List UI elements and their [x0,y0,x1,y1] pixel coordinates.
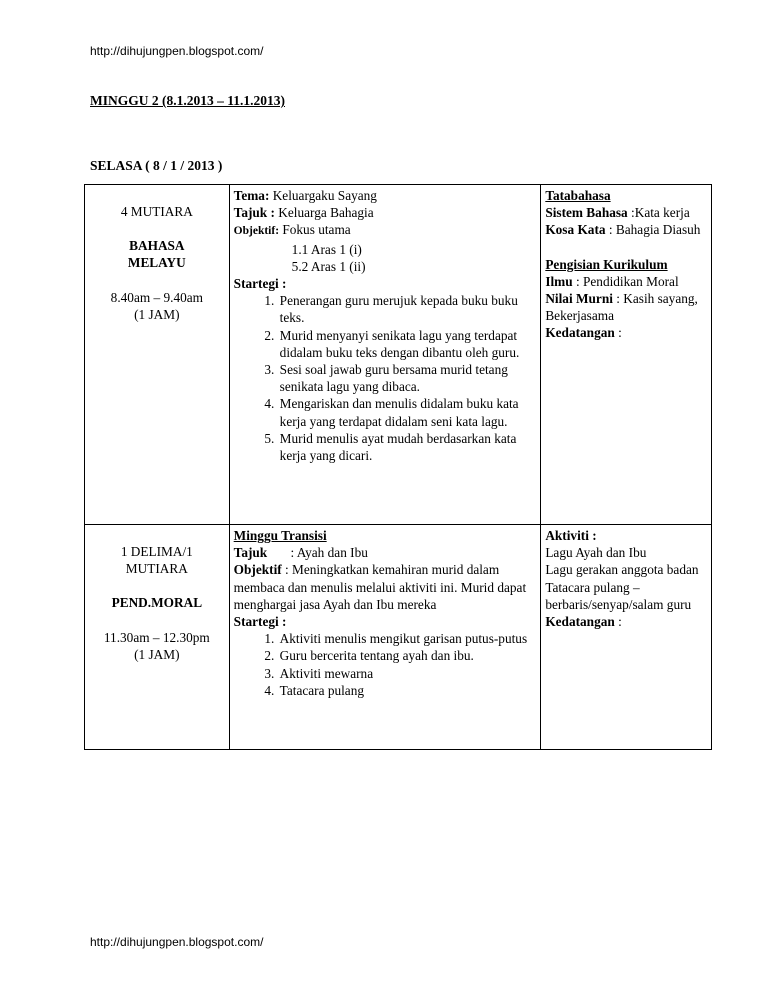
objektif-line: Objektif: Fokus utama [233,222,351,238]
tajuk-line: Tajuk : Ayah dan Ibu [233,545,368,561]
subject-line: PEND.MORAL [111,595,203,611]
subject-line-2: MELAYU [127,255,186,271]
aras-line-1: 1.1 Aras 1 (i) [291,241,362,257]
lesson-plan-table [84,184,712,750]
strategi-label: Startegi : [233,614,287,630]
class-name-line-2: MUTIARA [125,561,188,577]
header-url: http://dihujungpen.blogspot.com/ [90,44,264,58]
aktiviti-line: Tatacara pulang – berbaris/senyap/salam guru [545,579,692,612]
footer-url: http://dihujungpen.blogspot.com/ [90,935,264,949]
strategi-label: Startegi : [233,276,287,292]
content-cell [229,185,541,525]
strategy-list [234,630,537,699]
ilmu-line: Ilmu : Pendidikan Moral [545,273,679,289]
class-name-line-1: 1 DELIMA/1 [120,544,193,559]
tajuk-line: Tajuk : Keluarga Bahagia [233,205,374,221]
week-heading: MINGGU 2 (8.1.2013 – 11.1.2013) [90,93,285,108]
sistem-bahasa-line: Sistem Bahasa :Kata kerja [545,205,690,221]
class-time-cell [85,185,230,525]
kedatangan-line: Kedatangan : [545,614,622,630]
nilai-murni-line: Nilai Murni : Kasih sayang, Bekerjasama [545,291,698,324]
subject-line-1: BAHASA [129,238,185,254]
class-time-cell [85,525,230,750]
table-row [85,525,712,750]
content-cell [229,525,541,750]
pengisian-heading: Pengisian Kurikulum [545,256,668,272]
kedatangan-line: Kedatangan : [545,325,622,341]
list-item: 1. Aktiviti menulis mengikut garisan putus-putus [278,630,537,647]
list-item: 2. Murid menyanyi senikata lagu yang terdapat didalam buku teks dengan dibantu oleh guru. [278,327,537,361]
strategy-list [234,292,537,464]
list-item: 4. Mengariskan dan menulis didalam buku kata kerja yang terdapat didalam seni kata lagu. [278,395,537,429]
lesson-time: 8.40am – 9.40am [110,289,203,305]
list-item: 4. Tatacara pulang [278,682,537,699]
aktiviti-line: Lagu Ayah dan Ibu [545,545,647,561]
tatabahasa-heading: Tatabahasa [545,188,611,203]
list-item: 3. Aktiviti mewarna [278,665,537,682]
notes-cell [541,185,712,525]
lesson-time: 11.30am – 12.30pm [103,629,210,645]
list-item: 5. Murid menulis ayat mudah berdasarkan kata kerja yang dicari. [278,430,537,464]
list-item: 1. Penerangan guru merujuk kepada buku buku teks. [278,292,537,326]
minggu-transisi-heading: Minggu Transisi [233,528,327,543]
aktiviti-line: Lagu gerakan anggota badan [545,562,699,578]
list-item: 3. Sesi soal jawab guru bersama murid tetang senikata lagu yang dibaca. [278,361,537,395]
list-item: 2. Guru bercerita tentang ayah dan ibu. [278,647,537,664]
lesson-duration: (1 JAM) [134,646,180,662]
kosa-kata-line: Kosa Kata : Bahagia Diasuh [545,222,701,238]
objektif-line: Objektif : Meningkatkan kemahiran murid dalam membaca dan menulis melalui aktiviti ini. Murid dapat menghargai jasa Ayah dan Ibu mereka [233,562,527,612]
day-heading: SELASA ( 8 / 1 / 2013 ) [90,158,223,173]
lesson-duration: (1 JAM) [134,306,180,322]
aktiviti-heading: Aktiviti : [545,528,597,543]
notes-cell [541,525,712,750]
tema-line: Tema: Keluargaku Sayang [233,188,377,203]
class-name: 4 MUTIARA [120,204,193,219]
aras-line-2: 5.2 Aras 1 (ii) [291,258,366,274]
table-row [85,185,712,525]
